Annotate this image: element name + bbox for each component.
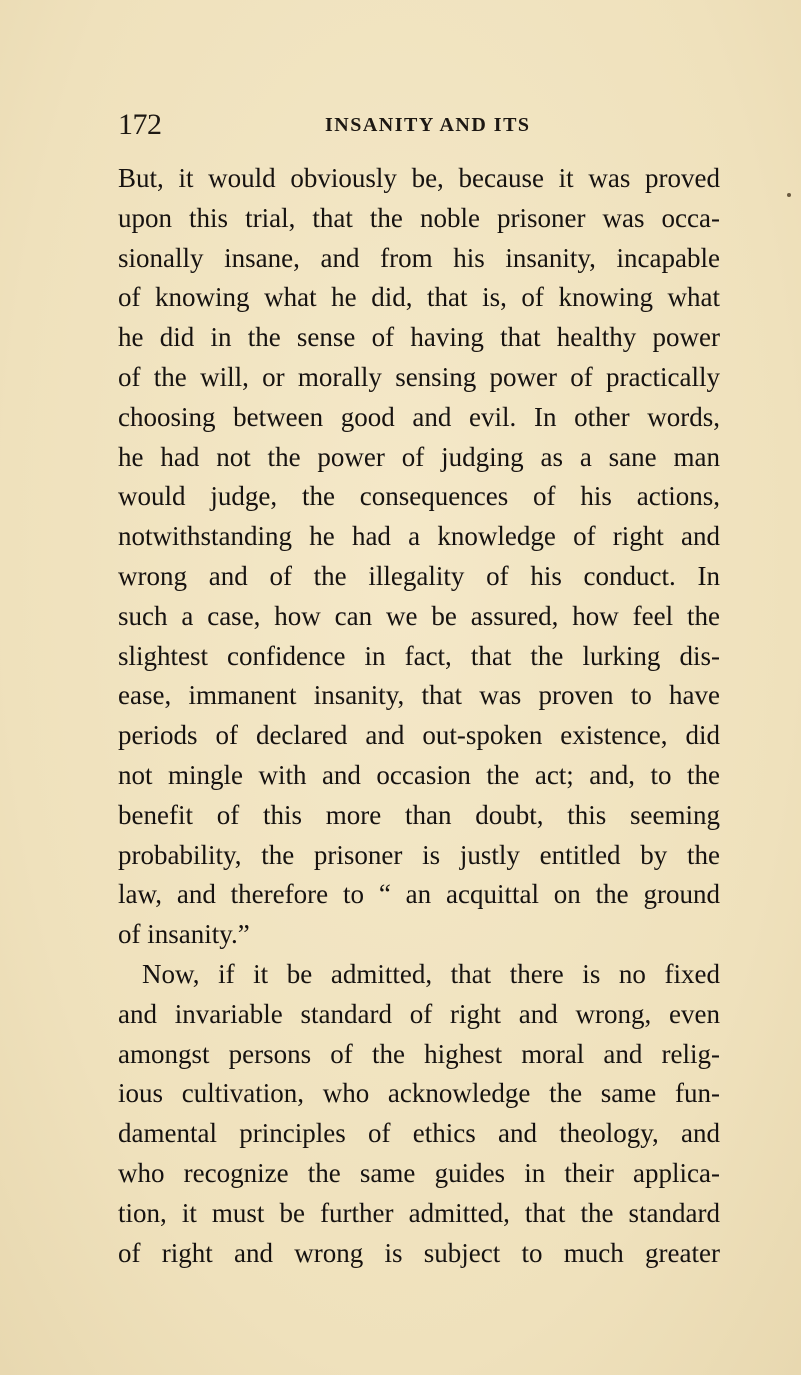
text-line: notwithstanding he had a knowledge of right and xyxy=(118,521,720,552)
text-line: periods of declared and out-spoken existence, did xyxy=(118,720,720,751)
page-header xyxy=(118,108,718,148)
text-line: he had not the power of judging as a sane man xyxy=(118,441,720,472)
text-line: tion, it must be further admitted, that the standard xyxy=(118,1197,720,1228)
margin-speck xyxy=(787,193,791,197)
text-line: not mingle with and occasion the act; and, to the xyxy=(118,759,720,790)
running-head: INSANITY AND ITS xyxy=(325,114,531,136)
text-line: he did in the sense of having that healthy power xyxy=(118,322,720,353)
text-line: of the will, or morally sensing power of practically xyxy=(118,361,720,392)
text-line: upon this trial, that the noble prisoner was occa- xyxy=(118,202,720,233)
page-number: 172 xyxy=(118,108,162,141)
text-line: amongst persons of the highest moral and relig- xyxy=(118,1038,720,1069)
text-line: choosing between good and evil. In other words, xyxy=(118,401,720,432)
text-line: But, it would obviously be, because it was proved xyxy=(118,163,720,193)
text-line: would judge, the consequences of his actions, xyxy=(118,481,720,512)
text-line: such a case, how can we be assured, how feel the xyxy=(118,600,720,631)
text-line: benefit of this more than doubt, this seeming xyxy=(118,799,720,830)
text-line: of knowing what he did, that is, of knowing what xyxy=(118,282,720,313)
text-line: probability, the prisoner is justly entitled by the xyxy=(118,839,720,870)
text-line: sionally insane, and from his insanity, incapable xyxy=(118,242,720,273)
text-line: law, and therefore to “ an acquittal on the ground xyxy=(118,879,720,910)
body-text xyxy=(118,159,720,1273)
text-line: slightest confidence in fact, that the lurking dis- xyxy=(118,640,720,671)
text-line: of right and wrong is subject to much greater xyxy=(118,1237,720,1268)
text-line: wrong and of the illegality of his conduct. In xyxy=(118,560,720,591)
text-line: damental principles of ethics and theology, and xyxy=(118,1118,720,1149)
text-line: of insanity.” xyxy=(118,919,250,950)
text-line: ious cultivation, who acknowledge the same fun- xyxy=(118,1078,720,1109)
text-line: ease, immanent insanity, that was proven to have xyxy=(118,680,720,711)
text-line: and invariable standard of right and wrong, even xyxy=(118,998,720,1029)
text-line: who recognize the same guides in their applica- xyxy=(118,1157,720,1188)
text-line: Now, if it be admitted, that there is no fixed xyxy=(142,958,720,989)
